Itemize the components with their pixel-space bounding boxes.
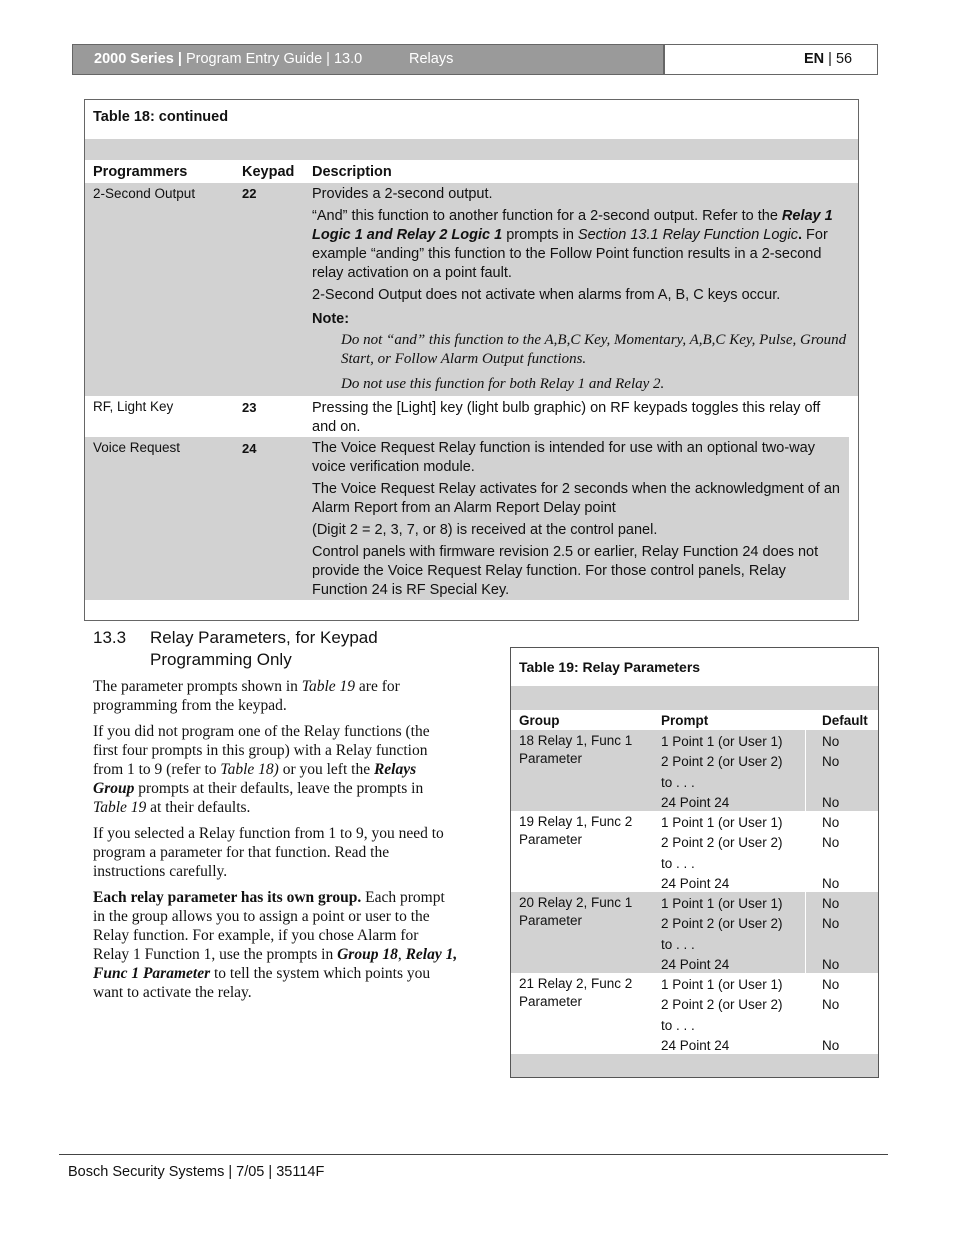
note-text: Do not “and” this function to the A,B,C Key, Momentary, A,B,C Key, Pulse, Ground Start, or Follow Alarm Output functions. xyxy=(341,332,847,367)
body-paragraph: If you did not program one of the Relay functions (the first four prompts in this group) with a Relay function from 1 to 9 (refer to Table 18) or you left the Relays Group prompts at their defaults, leave the prompts in Table 19 at their defaults. xyxy=(93,723,430,816)
body-paragraph: If you selected a Relay function from 1 to 9, you need to program a parameter for that function. Read the instructions carefully. xyxy=(93,825,444,880)
col-default: Default xyxy=(822,713,868,728)
header-guide: Program Entry Guide xyxy=(185,51,323,67)
group-defaults: No No No xyxy=(822,734,840,810)
desc-para: The Voice Request Relay function is intended for use with an optional two-way voice verification module. xyxy=(312,440,815,475)
group-defaults: No No No xyxy=(822,896,840,972)
header-title xyxy=(94,51,362,67)
note-label: Note: xyxy=(312,311,350,327)
table-19-row-shade xyxy=(511,1054,878,1077)
col-keypad: Keypad xyxy=(242,164,295,180)
desc-para: The Voice Request Relay activates for 2 seconds when the acknowledgment of an Alarm Report from an Alarm Report Delay point xyxy=(312,481,840,516)
section-title xyxy=(150,627,450,671)
group-defaults: No No No xyxy=(822,977,840,1053)
header-page-number xyxy=(804,51,852,67)
desc-para: Control panels with firmware revision 2.5 or earlier, Relay Function 24 does not provide the Voice Request Relay function. For those control panels, Relay Function 24 is RF Special Key. xyxy=(312,544,819,598)
body-paragraph: The parameter prompts shown in Table 19 are for programming from the keypad. xyxy=(93,678,400,714)
desc-text: prompts in xyxy=(502,227,578,243)
row-name: RF, Light Key xyxy=(93,399,174,414)
desc-text: . xyxy=(797,227,803,243)
group-prompts: 1 Point 1 (or User 1) 2 Point 2 (or User 2) to . . . 24 Point 24 xyxy=(661,815,783,891)
header-lang: EN xyxy=(804,51,825,67)
desc-para: 2-Second Output does not activate when alarms from A, B, C keys occur. xyxy=(312,287,781,303)
table-18-caption: Table 18: continued xyxy=(93,109,229,125)
desc-ref: Section 13.1 Relay Function Logic xyxy=(577,227,798,243)
section-body xyxy=(93,677,458,1009)
group-prompts: 1 Point 1 (or User 1) 2 Point 2 (or User 2) to . . . 24 Point 24 xyxy=(661,734,783,810)
section-number: 13.3 xyxy=(93,628,127,647)
header-series: 2000 Series xyxy=(94,51,174,67)
footer-rule xyxy=(59,1154,888,1155)
row-description xyxy=(312,439,842,600)
row-code: 22 xyxy=(242,186,257,201)
desc-ref: Relay 1 Logic 1 and Relay 2 Logic 1 xyxy=(312,208,833,243)
group-label: 18 Relay 1, Func 1 Parameter xyxy=(519,733,633,766)
header-section-num: 13.0 xyxy=(333,51,363,67)
group-prompts: 1 Point 1 (or User 1) 2 Point 2 (or User 2) to . . . 24 Point 24 xyxy=(661,896,783,972)
row-name: Voice Request xyxy=(93,440,181,455)
column-divider xyxy=(805,892,806,973)
table-19-caption: Table 19: Relay Parameters xyxy=(519,659,701,675)
section-title-line: Relay Parameters, for Keypad xyxy=(150,628,378,647)
row-code: 24 xyxy=(242,441,257,456)
col-prompt: Prompt xyxy=(661,713,709,728)
footer-text: Bosch Security Systems | 7/05 | 35114F xyxy=(68,1164,325,1180)
row-description: Pressing the [Light] key (light bulb graphic) on RF keypads toggles this relay off and on. xyxy=(312,400,821,435)
group-prompts: 1 Point 1 (or User 1) 2 Point 2 (or User 2) to . . . 24 Point 24 xyxy=(661,977,783,1053)
group-label: 19 Relay 1, Func 2 Parameter xyxy=(519,814,633,847)
desc-text: “And” this function to another function for a 2-second output. Refer to the xyxy=(312,208,782,224)
table-19-band xyxy=(511,686,878,710)
desc-para xyxy=(312,207,850,283)
col-programmers: Programmers xyxy=(93,164,188,180)
col-description: Description xyxy=(312,164,392,180)
column-divider xyxy=(805,730,806,811)
header-sep: | xyxy=(173,51,186,67)
note-text: Do not use this function for both Relay 1 and Relay 2. xyxy=(341,376,665,392)
group-label: 21 Relay 2, Func 2 Parameter xyxy=(519,976,633,1009)
header-section-name: Relays xyxy=(409,51,454,67)
section-title-line: Programming Only xyxy=(150,650,292,669)
row-name: 2-Second Output xyxy=(93,186,196,201)
row-code: 23 xyxy=(242,400,257,415)
header-page: 56 xyxy=(835,51,853,67)
body-paragraph: Each relay parameter has its own group. Each prompt in the group allows you to assign a point or user to the Relay function. For example, if you chose Alarm for Relay 1 Function 1, use the prompts in Group 18, Relay 1, Func 1 Parameter to tell the system which points you want to activate the relay. xyxy=(93,889,458,1001)
table-18-band xyxy=(85,139,858,160)
row-description xyxy=(312,185,850,394)
desc-para: Provides a 2-second output. xyxy=(312,186,493,202)
col-group: Group xyxy=(519,713,560,728)
header-sep: | xyxy=(322,51,334,67)
group-defaults: No No No xyxy=(822,815,840,891)
desc-text: For example “anding” this function to the Follow Point function results in a 2-second relay activation on a point fault. xyxy=(312,227,828,281)
header-sep: | xyxy=(824,51,836,67)
desc-para: (Digit 2 = 2, 3, 7, or 8) is received at the control panel. xyxy=(312,522,658,538)
group-label: 20 Relay 2, Func 1 Parameter xyxy=(519,895,633,928)
